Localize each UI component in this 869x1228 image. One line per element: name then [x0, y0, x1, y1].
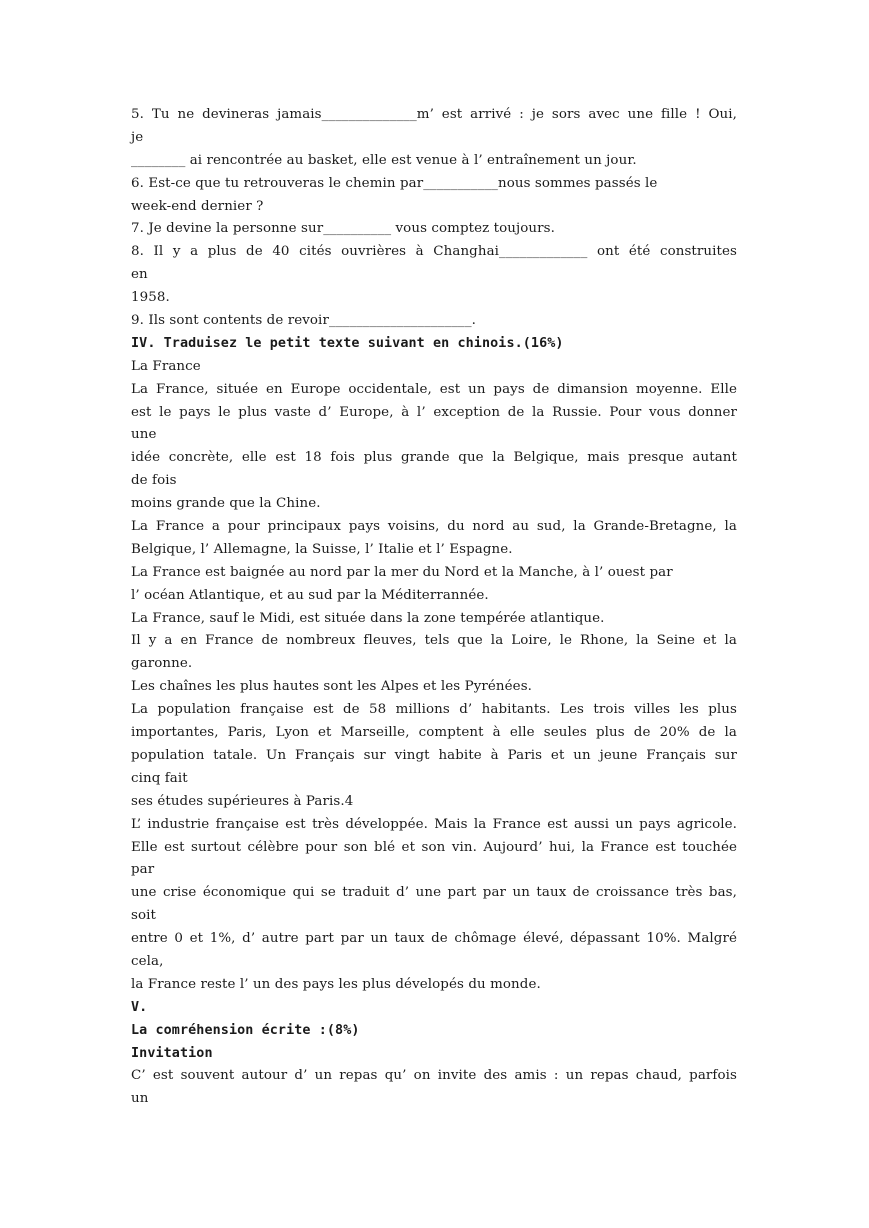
text-line: La France, sauf le Midi, est située dans la zone tempérée atlantique.	[131, 610, 605, 626]
text-line: 1958.	[131, 290, 170, 306]
text-line: cinq fait	[131, 770, 188, 786]
text-line: ________ ai rencontrée au basket, elle est venue à l’ entraînement un jour.	[131, 152, 637, 168]
text-line: La population française est de 58 millions d’ habitants. Les trois villes les plus	[131, 702, 737, 718]
text-line: 6. Est-ce que tu retrouveras le chemin par___________nous sommes passés le	[131, 175, 658, 191]
text-line: Les chaînes les plus hautes sont les Alpes et les Pyrénées.	[131, 679, 533, 695]
text-line: est le pays le plus vaste d’ Europe, à l’ exception de la Russie. Pour vous donner	[131, 404, 737, 420]
section-heading: Invitation	[131, 1045, 213, 1061]
document-page	[131, 104, 741, 1111]
text-line: Il y a en France de nombreux fleuves, tels que la Loire, le Rhone, la Seine et la	[131, 633, 737, 649]
text-line: un	[131, 1091, 149, 1107]
text-line: l’ océan Atlantique, et au sud par la Méditerrannée.	[131, 587, 489, 603]
text-line: Belgique, l’ Allemagne, la Suisse, l’ Italie et l’ Espagne.	[131, 541, 513, 557]
text-line: cela,	[131, 953, 164, 969]
text-line: par	[131, 862, 155, 878]
text-line: La France a pour principaux pays voisins, du nord au sud, la Grande-Bretagne, la	[131, 519, 737, 535]
section-heading: IV. Traduisez le petit texte suivant en chinois.(16%)	[131, 335, 564, 351]
text-line: population tatale. Un Français sur vingt habite à Paris et un jeune Français sur	[131, 747, 737, 763]
text-line: garonne.	[131, 656, 193, 672]
text-line: L’ industrie française est très développée. Mais la France est aussi un pays agricole.	[131, 816, 737, 832]
text-line: week-end dernier ?	[131, 198, 264, 214]
text-line: ses études supérieures à Paris.4	[131, 793, 354, 809]
text-line: C’ est souvent autour d’ un repas qu’ on invite des amis : un repas chaud, parfois	[131, 1068, 737, 1084]
text-line: 5. Tu ne devineras jamais______________m’ est arrivé : je sors avec une fille ! Oui,	[131, 107, 737, 122]
section-heading: La comréhension écrite :(8%)	[131, 1022, 360, 1038]
text-line: une	[131, 427, 157, 443]
text-line: de fois	[131, 473, 177, 489]
text-line: entre 0 et 1%, d’ autre part par un taux de chômage élevé, dépassant 10%. Malgré	[131, 931, 737, 947]
text-line: idée concrète, elle est 18 fois plus grande que la Belgique, mais presque autant	[131, 450, 737, 466]
text-line: La France	[131, 358, 201, 374]
text-line: la France reste l’ un des pays les plus dévelopés du monde.	[131, 976, 541, 992]
text-line: importantes, Paris, Lyon et Marseille, comptent à elle seules plus de 20% de la	[131, 725, 737, 741]
text-line: soit	[131, 908, 156, 924]
text-line: moins grande que la Chine.	[131, 496, 321, 512]
text-line: La France, située en Europe occidentale, est un pays de dimansion moyenne. Elle	[131, 381, 737, 397]
section-heading: V.	[131, 999, 148, 1015]
text-line: je	[131, 129, 144, 145]
text-line: en	[131, 267, 148, 283]
text-line: La France est baignée au nord par la mer du Nord et la Manche, à l’ ouest par	[131, 564, 673, 580]
text-line: une crise économique qui se traduit d’ une part par un taux de croissance très bas,	[131, 885, 737, 901]
text-line: Elle est surtout célèbre pour son blé et son vin. Aujourd’ hui, la France est touchée	[131, 839, 737, 855]
text-line: 7. Je devine la personne sur__________ vous comptez toujours.	[131, 221, 555, 237]
text-line: 8. Il y a plus de 40 cités ouvrières à Changhai_____________ ont été construites	[131, 244, 737, 260]
text-line: 9. Ils sont contents de revoir_____________________.	[131, 313, 476, 329]
